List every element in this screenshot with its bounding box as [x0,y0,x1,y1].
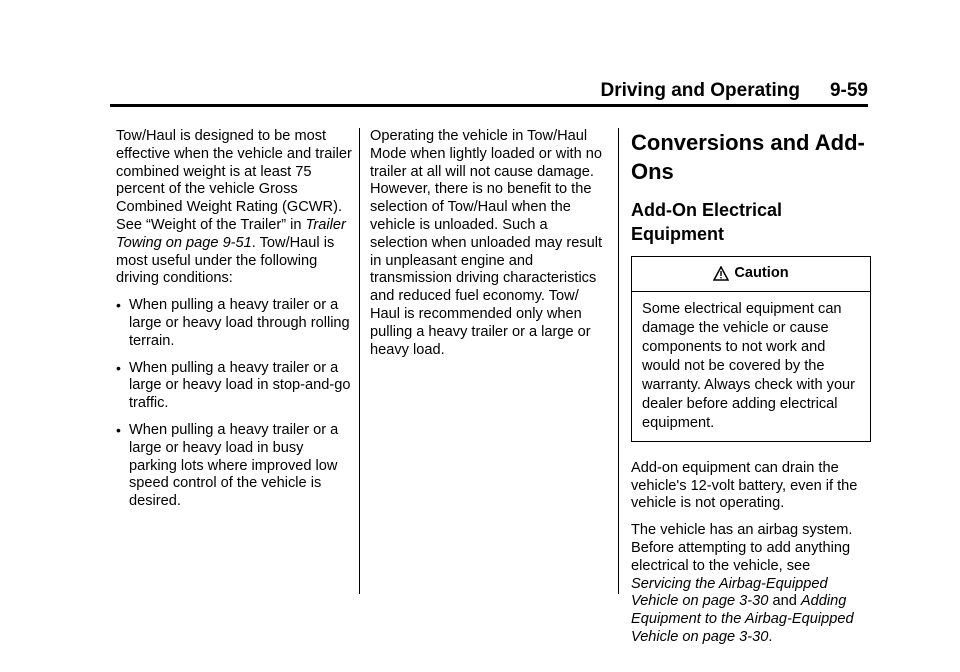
servicing-airbag-reference: Servicing the Airbag-Equipped Vehicle on page 3-30 [631,575,828,610]
trailer-towing-reference: Trailer Towing on page 9-51 [116,216,346,251]
column-1 [116,128,352,520]
battery-paragraph: Add-on equipment can drain the vehicle's 12-volt battery, even if the vehicle is not operating. [631,459,858,512]
caution-triangle-icon [713,266,729,281]
column-divider-1 [359,128,360,594]
column-3 [631,128,871,656]
list-item: • When pulling a heavy trailer or a large or heavy load through rolling terrain. [116,297,350,349]
caution-header [642,265,860,283]
intro-paragraph: Tow/Haul is designed to be most effective when the vehicle and trailer combined weight is at least 75 percent of the vehicle Gross Combined Weight Rating (GCWR). See “Weight of the Trailer” in Trailer Towing on page 9-51. Tow/Haul is most useful under the following driving conditions: [116,128,352,287]
caution-label: Caution [734,265,789,281]
bullet-icon: • [116,421,121,438]
bullet-icon: • [116,297,121,314]
airbag-paragraph: The vehicle has an airbag system. Before attempting to add anything electrical to the vehicle, see Servicing the Airbag-Equipped Vehicle on page 3-30 and Adding Equipment to the Airbag-Equipped Vehicle on page 3-30. [631,522,854,645]
bullet-icon: • [116,359,121,376]
column-2 [370,128,606,368]
caution-text: Some electrical equipment can damage the vehicle or cause components to not work and would not be covered by the warranty. Always check with your dealer before adding electrical equipment. [632,291,870,433]
page-number: 9-59 [829,80,868,101]
header-rule [110,104,868,107]
conditions-list [116,297,352,511]
tow-haul-paragraph: Operating the vehicle in Tow/Haul Mode when lightly loaded or with no trailer at all will not cause damage. However, there is no benefit to the selection of Tow/Haul when the vehicle is unloaded. Such a selection when unloaded may result in unpleasant engine and transmission driving characteristics and reduced fuel economy. Tow/ Haul is recommended only when pulling a heavy trailer or a large or heavy load. [370,128,603,358]
page-header [110,78,868,104]
list-item: • When pulling a heavy trailer or a large or heavy load in stop-and-go traffic. [116,359,351,412]
section-heading: Conversions and Add-Ons [631,130,865,184]
caution-box [631,256,871,442]
list-item: • When pulling a heavy trailer or a large or heavy load in busy parking lots where improved low speed control of the vehicle is desired. [116,421,339,510]
subsection-heading: Add-On Electrical Equipment [631,200,783,244]
section-title: Driving and Operating [600,80,800,101]
column-divider-2 [618,128,619,594]
adding-equipment-reference: Adding Equipment to the Airbag-Equipped Vehicle on page 3-30 [631,593,854,645]
